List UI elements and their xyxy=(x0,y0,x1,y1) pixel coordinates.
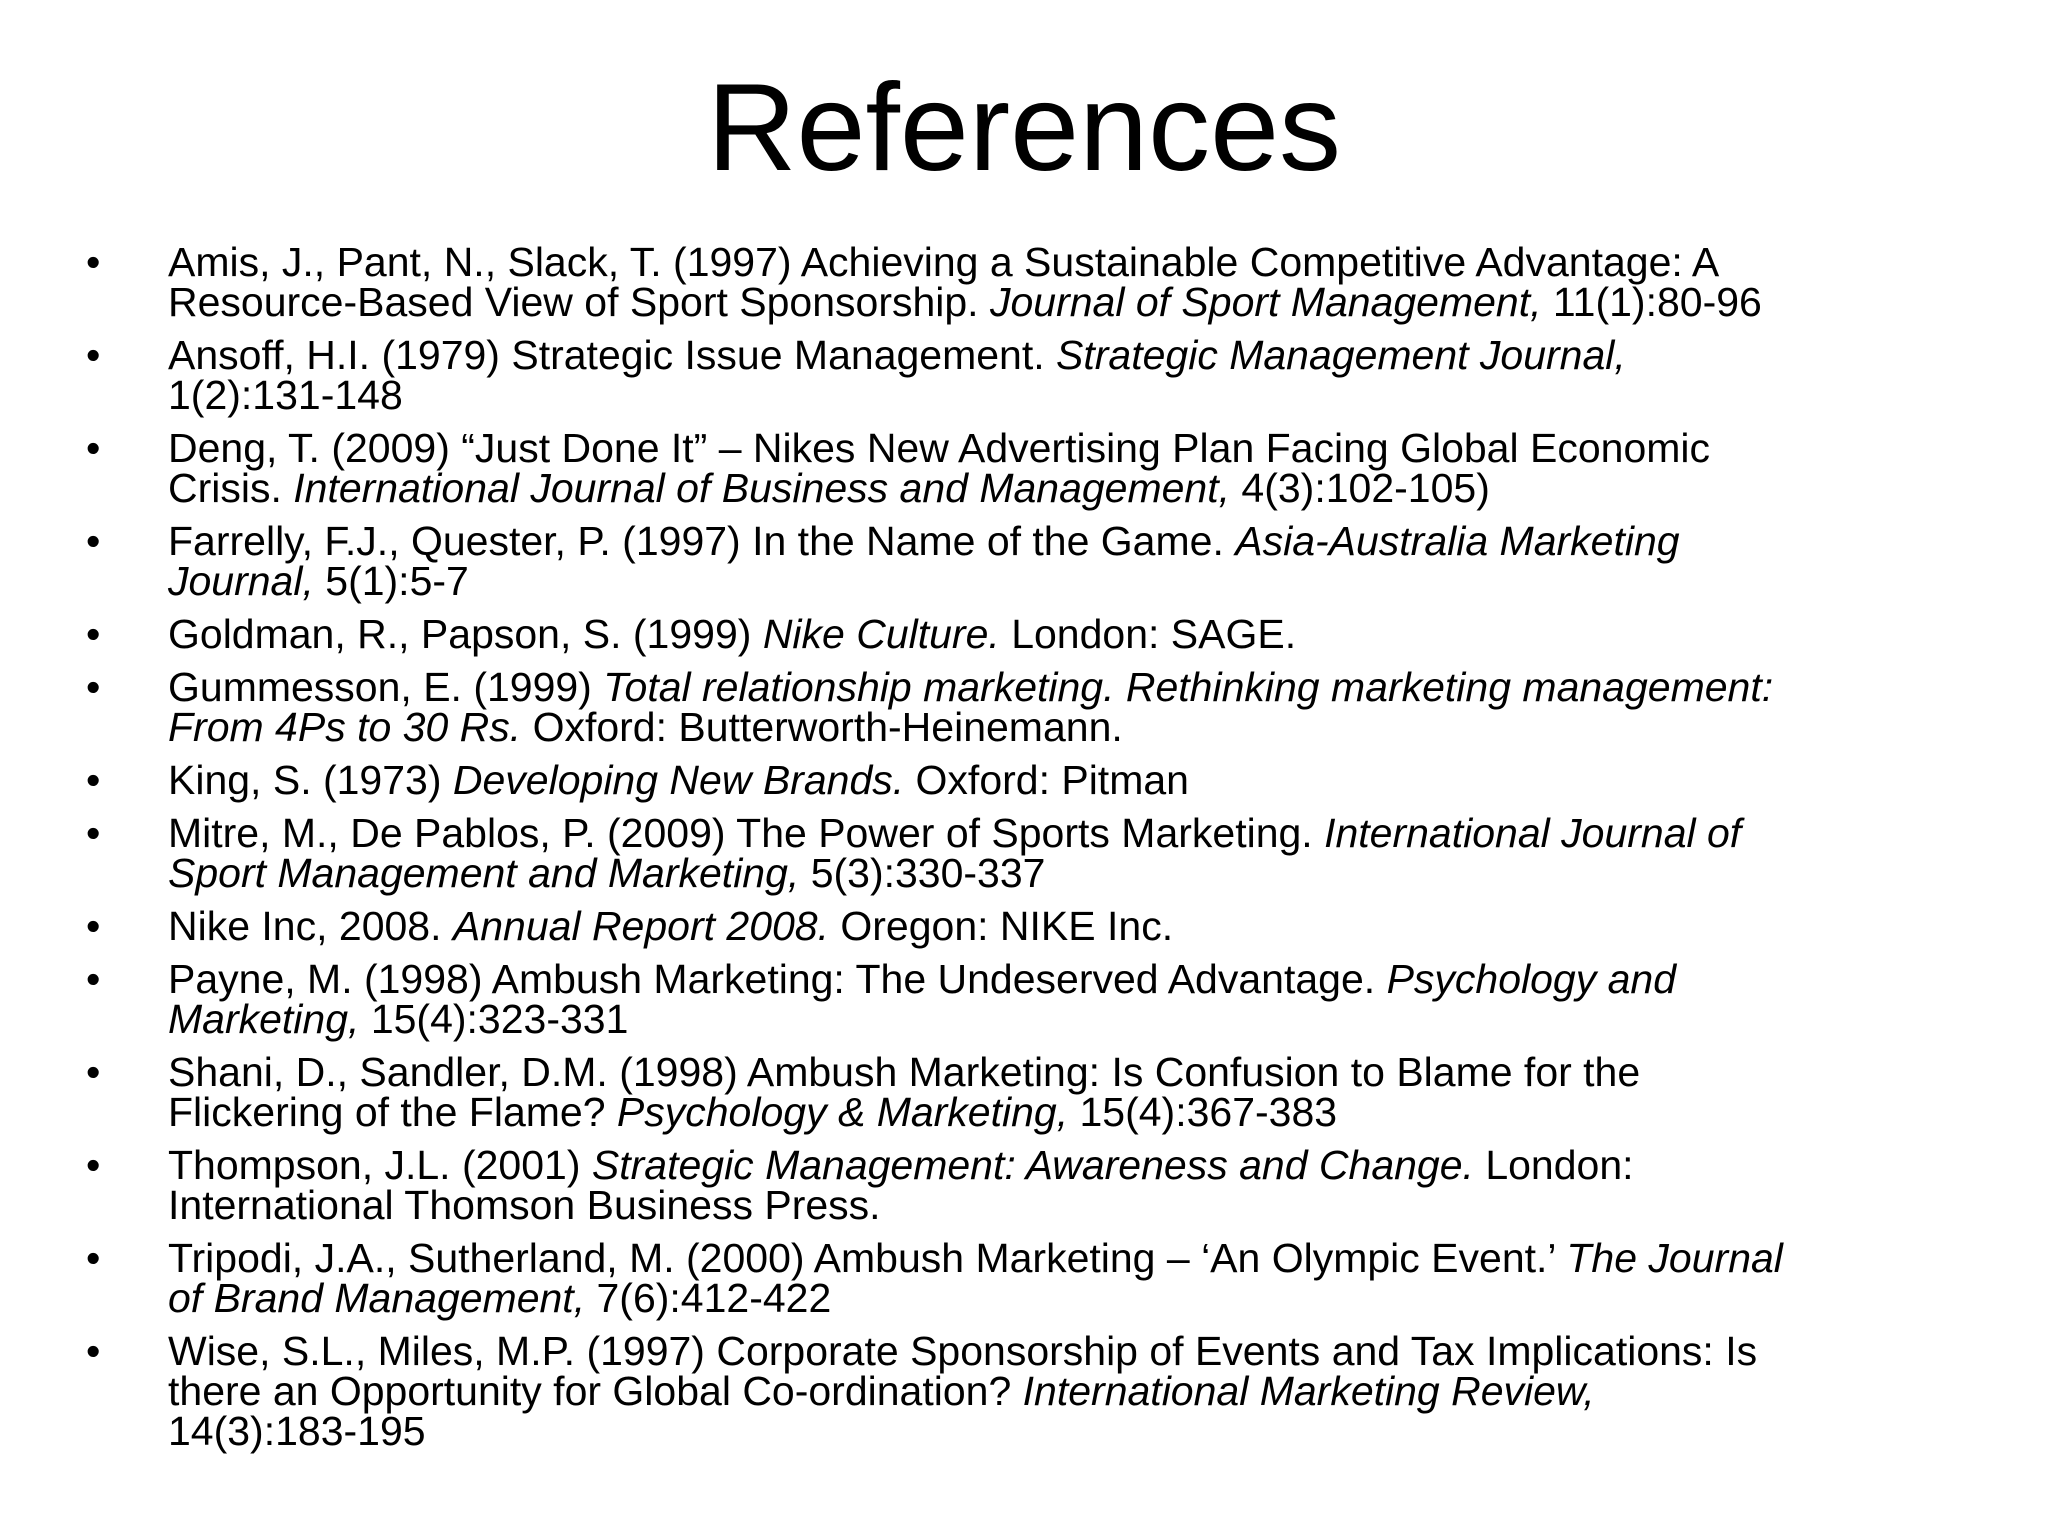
reference-line xyxy=(168,664,2008,710)
reference-segment-italic: Psychology & Marketing, xyxy=(616,1089,1069,1135)
reference-line xyxy=(168,903,2008,949)
reference-line xyxy=(168,279,2008,325)
reference-line xyxy=(168,1328,2008,1374)
reference-line xyxy=(168,810,2008,856)
reference-segment: Resource-Based View of Sport Sponsorship. xyxy=(168,279,990,325)
reference-line xyxy=(168,1408,2008,1454)
reference-segment-italic: Psychology and xyxy=(1386,956,1677,1002)
reference-segment: 5(3):330-337 xyxy=(799,850,1046,896)
reference-text xyxy=(168,810,2008,896)
reference-segment-italic: of Brand Management, xyxy=(168,1275,586,1321)
reference-segment-italic: Annual Report 2008. xyxy=(452,903,829,949)
reference-text xyxy=(168,1049,2008,1135)
reference-text xyxy=(168,611,2008,657)
reference-line xyxy=(168,332,2008,378)
reference-line xyxy=(168,956,2008,1002)
reference-text xyxy=(168,1235,2008,1321)
reference-line xyxy=(168,372,2008,418)
reference-line xyxy=(168,518,2008,564)
bullet-icon: • xyxy=(86,611,101,657)
bullet-icon: • xyxy=(86,1142,101,1188)
reference-segment-italic: International Marketing Review, xyxy=(1022,1368,1595,1414)
reference-segment: 15(4):367-383 xyxy=(1068,1089,1338,1135)
reference-segment: 5(1):5-7 xyxy=(313,558,469,604)
reference-segment-italic: International Journal of Business and Management, xyxy=(293,465,1231,511)
bullet-icon: • xyxy=(86,332,101,378)
reference-line xyxy=(168,1368,2008,1414)
reference-segment: Amis, J., Pant, N., Slack, T. (1997) Achieving a Sustainable Competitive Advantage: A xyxy=(168,239,1720,285)
reference-segment: 15(4):323-331 xyxy=(359,996,629,1042)
reference-segment-italic: Strategic Management: Awareness and Change. xyxy=(591,1142,1474,1188)
bullet-icon: • xyxy=(86,903,101,949)
reference-text xyxy=(168,1328,2008,1454)
reference-line xyxy=(168,757,2008,803)
reference-segment: Oxford: Pitman xyxy=(904,757,1189,803)
reference-line xyxy=(168,611,2008,657)
reference-line xyxy=(168,704,2008,750)
reference-segment: Wise, S.L., Miles, M.P. (1997) Corporate Sponsorship of Events and Tax Implications: Is xyxy=(168,1328,1758,1374)
reference-segment-italic: Total relationship marketing. Rethinking marketing management: xyxy=(603,664,1774,710)
reference-line xyxy=(168,239,2008,285)
reference-line xyxy=(168,850,2008,896)
bullet-icon: • xyxy=(86,425,101,471)
bullet-icon: • xyxy=(86,1328,101,1374)
reference-segment: 1(2):131-148 xyxy=(168,372,403,418)
bullet-icon: • xyxy=(86,757,101,803)
reference-segment: Thompson, J.L. (2001) xyxy=(168,1142,592,1188)
reference-segment-italic: Marketing, xyxy=(168,996,360,1042)
reference-segment-italic: From 4Ps to 30 Rs. xyxy=(168,704,522,750)
bullet-icon: • xyxy=(86,664,101,710)
reference-text xyxy=(168,332,2008,418)
reference-line xyxy=(168,996,2008,1042)
reference-line xyxy=(168,465,2008,511)
reference-segment: Goldman, R., Papson, S. (1999) xyxy=(168,611,763,657)
reference-segment-italic: Nike Culture. xyxy=(762,611,1000,657)
reference-segment: 14(3):183-195 xyxy=(168,1408,426,1454)
reference-segment: King, S. (1973) xyxy=(168,757,453,803)
reference-line xyxy=(168,1182,2008,1228)
reference-line xyxy=(168,425,2008,471)
bullet-icon: • xyxy=(86,518,101,564)
reference-segment: International Thomson Business Press. xyxy=(168,1182,881,1228)
reference-segment: Deng, T. (2009) “Just Done It” – Nikes New Advertising Plan Facing Global Economic xyxy=(168,425,1711,471)
reference-text xyxy=(168,757,2008,803)
bullet-icon: • xyxy=(86,956,101,1002)
reference-segment: London: SAGE. xyxy=(999,611,1297,657)
reference-text xyxy=(168,903,2008,949)
reference-segment-italic: Journal of Sport Management, xyxy=(989,279,1542,325)
reference-segment: Ansoff, H.I. (1979) Strategic Issue Management. xyxy=(168,332,1057,378)
reference-line xyxy=(168,1049,2008,1095)
reference-segment-italic: International Journal of xyxy=(1324,810,1742,856)
reference-segment: Flickering of the Flame? xyxy=(168,1089,617,1135)
reference-segment: 4(3):102-105) xyxy=(1230,465,1490,511)
reference-segment: London: xyxy=(1473,1142,1634,1188)
reference-segment-italic: The Journal xyxy=(1566,1235,1783,1281)
reference-segment: Shani, D., Sandler, D.M. (1998) Ambush Marketing: Is Confusion to Blame for the xyxy=(168,1049,1641,1095)
reference-segment: Tripodi, J.A., Sutherland, M. (2000) Ambush Marketing – ‘An Olympic Event.’ xyxy=(168,1235,1567,1281)
reference-segment: 11(1):80-96 xyxy=(1541,279,1762,325)
reference-segment-italic: Journal, xyxy=(168,558,314,604)
reference-segment: Oxford: Butterworth-Heinemann. xyxy=(521,704,1123,750)
reference-text xyxy=(168,518,2008,604)
reference-segment: there an Opportunity for Global Co-ordination? xyxy=(168,1368,1023,1414)
reference-segment: 7(6):412-422 xyxy=(585,1275,832,1321)
bullet-icon: • xyxy=(86,1235,101,1281)
reference-segment-italic: Strategic Management Journal, xyxy=(1056,332,1626,378)
reference-text xyxy=(168,664,2008,750)
reference-line xyxy=(168,1235,2008,1281)
reference-text xyxy=(168,425,2008,511)
reference-line xyxy=(168,1089,2008,1135)
reference-segment: Payne, M. (1998) Ambush Marketing: The Undeserved Advantage. xyxy=(168,956,1387,1002)
reference-segment: Mitre, M., De Pablos, P. (2009) The Power of Sports Marketing. xyxy=(168,810,1325,856)
reference-segment-italic: Developing New Brands. xyxy=(452,757,905,803)
reference-segment: Nike Inc, 2008. xyxy=(168,903,453,949)
reference-segment: Gummesson, E. (1999) xyxy=(168,664,604,710)
reference-line xyxy=(168,1275,2008,1321)
reference-line xyxy=(168,1142,2008,1188)
bullet-icon: • xyxy=(86,810,101,856)
reference-segment: Crisis. xyxy=(168,465,294,511)
reference-segment-italic: Asia-Australia Marketing xyxy=(1235,518,1680,564)
reference-segment: Farrelly, F.J., Quester, P. (1997) In the Name of the Game. xyxy=(168,518,1236,564)
bullet-icon: • xyxy=(86,239,101,285)
reference-line xyxy=(168,558,2008,604)
reference-text xyxy=(168,956,2008,1042)
reference-segment-italic: Sport Management and Marketing, xyxy=(168,850,800,896)
page-title: References xyxy=(706,59,1342,197)
bullet-icon: • xyxy=(86,1049,101,1095)
reference-text xyxy=(168,1142,2008,1228)
reference-segment: Oregon: NIKE Inc. xyxy=(829,903,1174,949)
reference-text xyxy=(168,239,2008,325)
